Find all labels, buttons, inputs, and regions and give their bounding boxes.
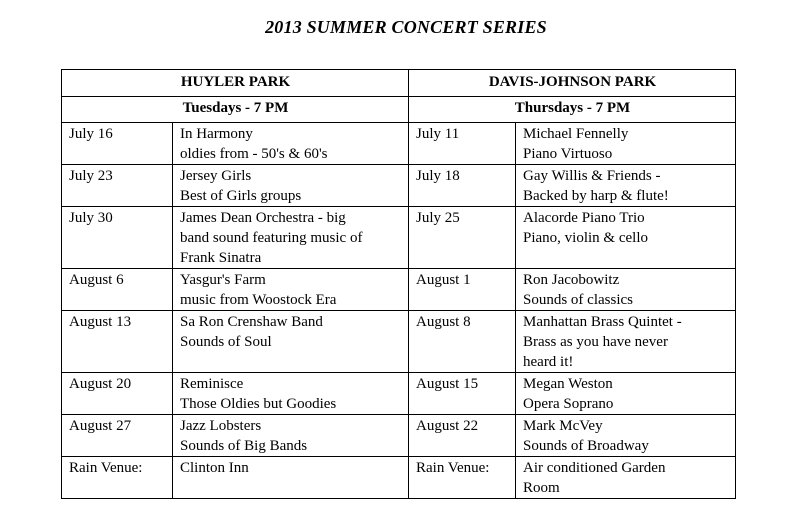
schedule-body [62,123,736,499]
left-date-cell: Rain Venue: [62,457,173,499]
left-performer-cell [173,373,409,415]
performer-description: Backed by harp & flute! [523,188,669,204]
left-date-cell: July 23 [62,165,173,207]
right-performer-cell [516,123,736,165]
performer-name: Manhattan Brass Quintet - [523,314,682,330]
performer-description: Frank Sinatra [180,250,262,266]
performer-description: Piano, violin & cello [523,230,648,246]
performer-description: Brass as you have never [523,334,668,350]
concert-schedule-table [61,69,736,499]
left-performer-cell [173,415,409,457]
performer-description: Opera Soprano [523,396,614,412]
performer-name: Reminisce [180,376,244,392]
performer-description: music from Woostock Era [180,292,337,308]
table-row [62,165,736,207]
performer-description: Sounds of classics [523,292,633,308]
performer-description: heard it! [523,354,574,370]
performer-description: Piano Virtuoso [523,146,613,162]
performer-name: Megan Weston [523,376,613,392]
performer-name: Mark McVey [523,418,603,434]
right-performer-cell [516,415,736,457]
right-date-cell: July 25 [409,207,516,269]
left-date-cell: August 6 [62,269,173,311]
performer-name: Clinton Inn [180,460,249,476]
performer-description: Sounds of Soul [180,334,272,350]
table-row [62,311,736,373]
right-date-cell: July 11 [409,123,516,165]
left-performer-cell [173,165,409,207]
park-name-davis-johnson: DAVIS-JOHNSON PARK [409,70,736,97]
left-performer-cell [173,269,409,311]
performer-name: Michael Fennelly [523,126,629,142]
performer-name: Jersey Girls [180,168,252,184]
park-header-row [62,70,736,97]
schedule-huyler: Tuesdays - 7 PM [62,97,409,123]
left-performer-cell [173,457,409,499]
table-row [62,373,736,415]
performer-name: Ron Jacobowitz [523,272,620,288]
left-date-cell: August 20 [62,373,173,415]
performer-name: Yasgur's Farm [180,272,266,288]
performer-description: Best of Girls groups [180,188,302,204]
performer-description: Those Oldies but Goodies [180,396,337,412]
performer-name: Air conditioned Garden [523,460,666,476]
schedule-header-row [62,97,736,123]
performer-description: Sounds of Broadway [523,438,649,454]
right-performer-cell [516,269,736,311]
performer-name: Jazz Lobsters [180,418,262,434]
right-date-cell: August 22 [409,415,516,457]
table-row [62,415,736,457]
performer-description: oldies from - 50's & 60's [180,146,328,162]
right-date-cell: Rain Venue: [409,457,516,499]
performer-name: Sa Ron Crenshaw Band [180,314,323,330]
performer-name: James Dean Orchestra - big [180,210,346,226]
page-title: 2013 SUMMER CONCERT SERIES [265,17,547,37]
left-date-cell: August 13 [62,311,173,373]
right-date-cell: August 8 [409,311,516,373]
table-row [62,207,736,269]
right-date-cell: July 18 [409,165,516,207]
performer-name: In Harmony [180,126,253,142]
table-row [62,457,736,499]
park-name-huyler: HUYLER PARK [62,70,409,97]
left-performer-cell [173,207,409,269]
performer-description: Room [523,480,560,496]
right-date-cell: August 15 [409,373,516,415]
table-row [62,269,736,311]
left-performer-cell [173,311,409,373]
table-row [62,123,736,165]
schedule-davis-johnson: Thursdays - 7 PM [409,97,736,123]
right-performer-cell [516,373,736,415]
right-date-cell: August 1 [409,269,516,311]
performer-name: Alacorde Piano Trio [523,210,645,226]
performer-name: Gay Willis & Friends - [523,168,661,184]
left-date-cell: July 16 [62,123,173,165]
left-date-cell: July 30 [62,207,173,269]
performer-description: band sound featuring music of [180,230,363,246]
right-performer-cell [516,165,736,207]
performer-description: Sounds of Big Bands [180,438,308,454]
right-performer-cell [516,457,736,499]
left-performer-cell [173,123,409,165]
right-performer-cell [516,311,736,373]
right-performer-cell [516,207,736,269]
left-date-cell: August 27 [62,415,173,457]
